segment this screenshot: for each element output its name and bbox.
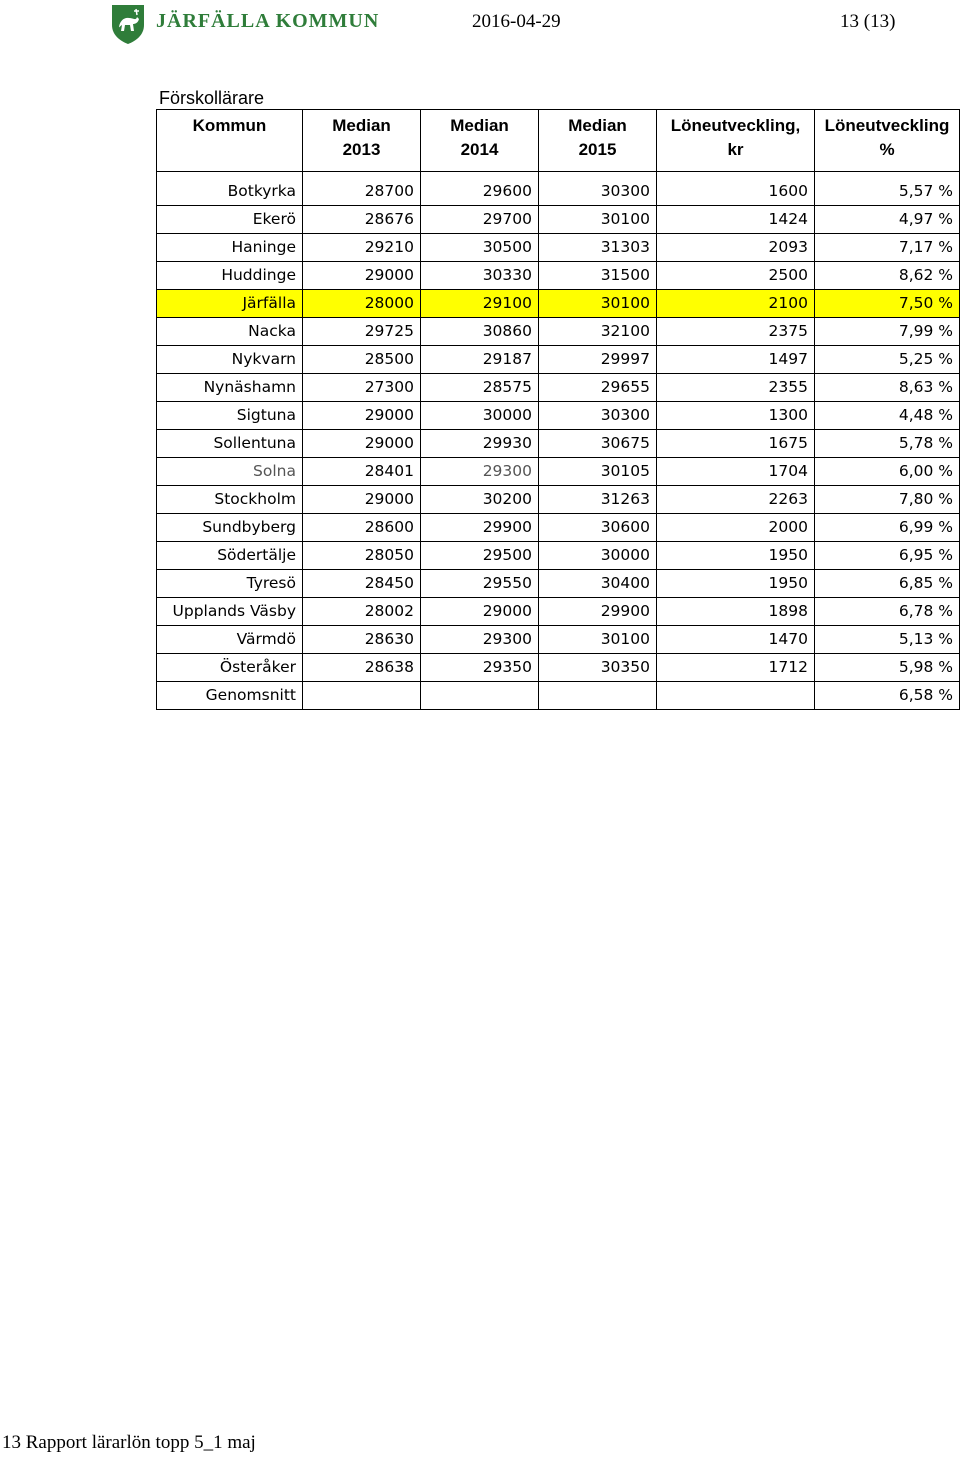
table-row — [157, 430, 960, 458]
municipality-cell: Huddinge — [157, 262, 303, 290]
value-cell: 29000 — [303, 262, 421, 290]
value-cell: 31303 — [539, 234, 657, 262]
page-footer: 13 Rapport lärarlön topp 5_1 maj — [2, 1432, 256, 1453]
value-cell: 30100 — [539, 626, 657, 654]
value-cell — [421, 682, 539, 710]
value-cell: 29600 — [421, 172, 539, 206]
value-cell: 2355 — [657, 374, 815, 402]
column-header-median-2015 — [539, 110, 657, 172]
value-cell: 5,78 % — [815, 430, 960, 458]
value-cell: 27300 — [303, 374, 421, 402]
column-header-line: 2014 — [460, 140, 499, 159]
value-cell: 1712 — [657, 654, 815, 682]
logo-text: JÄRFÄLLA KOMMUN — [156, 10, 380, 32]
municipality-cell: Nykvarn — [157, 346, 303, 374]
value-cell: 28002 — [303, 598, 421, 626]
municipality-cell: Botkyrka — [157, 172, 303, 206]
value-cell: 30100 — [539, 206, 657, 234]
value-cell: 1950 — [657, 570, 815, 598]
value-cell: 28630 — [303, 626, 421, 654]
value-cell: 29000 — [303, 402, 421, 430]
value-cell: 28450 — [303, 570, 421, 598]
municipality-cell: Värmdö — [157, 626, 303, 654]
table-row — [157, 290, 960, 318]
column-header-line: Median — [450, 116, 509, 135]
value-cell: 29300 — [421, 626, 539, 654]
value-cell — [303, 682, 421, 710]
column-header-line: Kommun — [192, 116, 267, 135]
value-cell: 30600 — [539, 514, 657, 542]
value-cell: 8,62 % — [815, 262, 960, 290]
municipality-cell: Sundbyberg — [157, 514, 303, 542]
value-cell — [657, 682, 815, 710]
value-cell: 28500 — [303, 346, 421, 374]
value-cell: 29700 — [421, 206, 539, 234]
table-row — [157, 234, 960, 262]
table-row — [157, 262, 960, 290]
column-header-line: % — [879, 140, 895, 159]
table-row — [157, 514, 960, 542]
value-cell: 28000 — [303, 290, 421, 318]
column-header-line: Löneutveckling — [824, 116, 950, 135]
value-cell: 30860 — [421, 318, 539, 346]
value-cell: 7,99 % — [815, 318, 960, 346]
municipality-cell: Sollentuna — [157, 430, 303, 458]
value-cell: 30400 — [539, 570, 657, 598]
value-cell: 7,80 % — [815, 486, 960, 514]
value-cell: 30330 — [421, 262, 539, 290]
value-cell: 1950 — [657, 542, 815, 570]
value-cell: 29000 — [303, 486, 421, 514]
value-cell: 29000 — [421, 598, 539, 626]
value-cell: 28401 — [303, 458, 421, 486]
municipality-cell: Upplands Väsby — [157, 598, 303, 626]
value-cell: 30500 — [421, 234, 539, 262]
value-cell: 29300 — [421, 458, 539, 486]
value-cell: 2000 — [657, 514, 815, 542]
municipality-cell: Nacka — [157, 318, 303, 346]
municipality-cell: Stockholm — [157, 486, 303, 514]
value-cell: 4,97 % — [815, 206, 960, 234]
municipality-cell: Nynäshamn — [157, 374, 303, 402]
table-row — [157, 402, 960, 430]
value-cell: 29655 — [539, 374, 657, 402]
table-row — [157, 654, 960, 682]
value-cell: 1898 — [657, 598, 815, 626]
value-cell: 5,25 % — [815, 346, 960, 374]
value-cell: 1600 — [657, 172, 815, 206]
salary-table — [156, 109, 960, 710]
table-row — [157, 570, 960, 598]
value-cell: 6,78 % — [815, 598, 960, 626]
value-cell: 30000 — [539, 542, 657, 570]
column-header-line: 2013 — [342, 140, 381, 159]
page-header — [0, 0, 960, 48]
value-cell: 30300 — [539, 402, 657, 430]
value-cell: 1470 — [657, 626, 815, 654]
value-cell: 29900 — [421, 514, 539, 542]
value-cell: 6,85 % — [815, 570, 960, 598]
column-header-kommun — [157, 110, 303, 172]
value-cell: 8,63 % — [815, 374, 960, 402]
municipality-cell: Ekerö — [157, 206, 303, 234]
value-cell: 1300 — [657, 402, 815, 430]
value-cell: 7,17 % — [815, 234, 960, 262]
municipality-cell: Haninge — [157, 234, 303, 262]
value-cell: 29930 — [421, 430, 539, 458]
table-row — [157, 626, 960, 654]
value-cell: 31263 — [539, 486, 657, 514]
value-cell: 29187 — [421, 346, 539, 374]
value-cell — [539, 682, 657, 710]
table-row — [157, 542, 960, 570]
municipality-cell: Södertälje — [157, 542, 303, 570]
table-row — [157, 206, 960, 234]
table-row — [157, 346, 960, 374]
table-row — [157, 374, 960, 402]
value-cell: 6,99 % — [815, 514, 960, 542]
column-header-line: Löneutveckling, — [670, 116, 801, 135]
value-cell: 7,50 % — [815, 290, 960, 318]
value-cell: 6,00 % — [815, 458, 960, 486]
coat-of-arms-logo-icon — [110, 3, 146, 45]
column-header-loneutveckling-kr — [657, 110, 815, 172]
value-cell: 2093 — [657, 234, 815, 262]
column-header-line: 2015 — [578, 140, 617, 159]
value-cell: 29550 — [421, 570, 539, 598]
value-cell: 6,95 % — [815, 542, 960, 570]
municipality-cell: Österåker — [157, 654, 303, 682]
value-cell: 2500 — [657, 262, 815, 290]
municipality-cell: Tyresö — [157, 570, 303, 598]
column-header-line: Median — [568, 116, 627, 135]
value-cell: 5,57 % — [815, 172, 960, 206]
column-header-median-2013 — [303, 110, 421, 172]
value-cell: 28700 — [303, 172, 421, 206]
value-cell: 29100 — [421, 290, 539, 318]
value-cell: 29210 — [303, 234, 421, 262]
table-header-row — [157, 110, 960, 172]
value-cell: 4,48 % — [815, 402, 960, 430]
column-header-line: Median — [332, 116, 391, 135]
table-row — [157, 598, 960, 626]
value-cell: 28676 — [303, 206, 421, 234]
municipality-cell: Solna — [157, 458, 303, 486]
value-cell: 29000 — [303, 430, 421, 458]
value-cell: 29350 — [421, 654, 539, 682]
value-cell: 28638 — [303, 654, 421, 682]
table-row — [157, 318, 960, 346]
value-cell: 31500 — [539, 262, 657, 290]
value-cell: 28050 — [303, 542, 421, 570]
value-cell: 29997 — [539, 346, 657, 374]
value-cell: 1704 — [657, 458, 815, 486]
table-row — [157, 172, 960, 206]
value-cell: 30000 — [421, 402, 539, 430]
value-cell: 30300 — [539, 172, 657, 206]
value-cell: 1675 — [657, 430, 815, 458]
page-number: 13 (13) — [840, 11, 896, 32]
value-cell: 5,98 % — [815, 654, 960, 682]
value-cell: 2263 — [657, 486, 815, 514]
value-cell: 30350 — [539, 654, 657, 682]
table-row — [157, 486, 960, 514]
value-cell: 29725 — [303, 318, 421, 346]
value-cell: 5,13 % — [815, 626, 960, 654]
value-cell: 30100 — [539, 290, 657, 318]
value-cell: 2375 — [657, 318, 815, 346]
value-cell: 32100 — [539, 318, 657, 346]
document-date: 2016-04-29 — [472, 11, 561, 32]
value-cell: 28600 — [303, 514, 421, 542]
value-cell: 1424 — [657, 206, 815, 234]
table-title: Förskollärare — [159, 88, 265, 108]
table-body — [157, 172, 960, 710]
value-cell: 30675 — [539, 430, 657, 458]
column-header-loneutveckling-pct — [815, 110, 960, 172]
table-row — [157, 458, 960, 486]
municipality-cell: Genomsnitt — [157, 682, 303, 710]
value-cell: 30200 — [421, 486, 539, 514]
value-cell: 29500 — [421, 542, 539, 570]
value-cell: 6,58 % — [815, 682, 960, 710]
value-cell: 30105 — [539, 458, 657, 486]
value-cell: 2100 — [657, 290, 815, 318]
municipality-cell: Järfälla — [157, 290, 303, 318]
table-row-average — [157, 682, 960, 710]
column-header-median-2014 — [421, 110, 539, 172]
municipality-cell: Sigtuna — [157, 402, 303, 430]
value-cell: 29900 — [539, 598, 657, 626]
value-cell: 1497 — [657, 346, 815, 374]
column-header-line: kr — [727, 140, 744, 159]
value-cell: 28575 — [421, 374, 539, 402]
